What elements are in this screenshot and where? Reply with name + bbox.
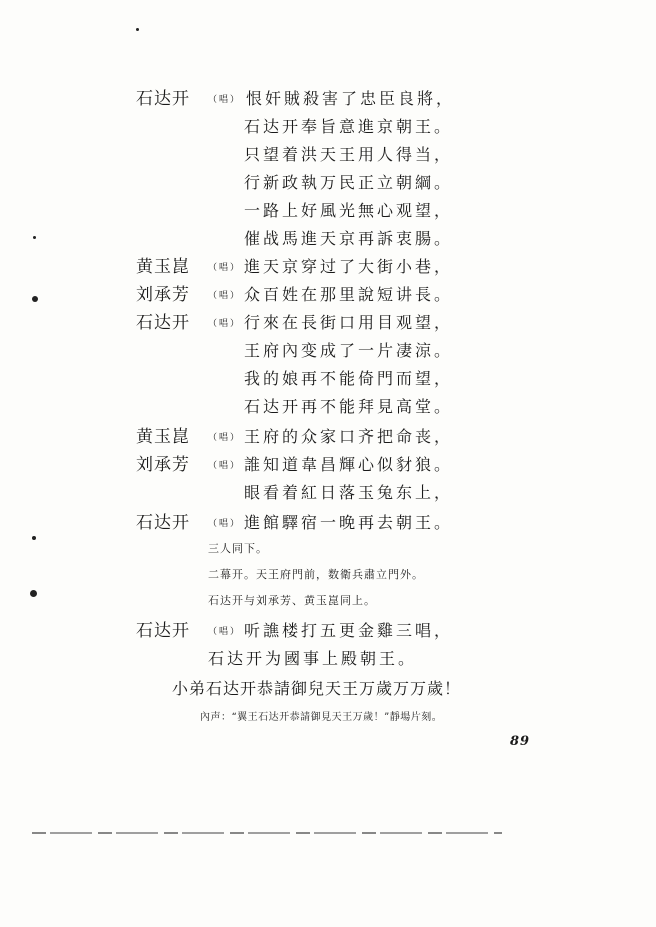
scan-dot-mark	[32, 536, 36, 540]
sing-tag: （唱）	[208, 627, 242, 637]
stage-direction: 二幕开。天王府門前，数衛兵肅立門外。	[208, 568, 424, 581]
verse-line: 王府的众家口齐把命丧，	[244, 427, 454, 446]
inner-voice: 內声：“翼王石达开恭請御見天王万歲！”靜場片刻。	[200, 712, 443, 723]
speaker-name: 石达开	[136, 513, 190, 533]
verse-line: 進館驛宿一晚再去朝王。	[244, 513, 454, 532]
verse-line: 我的娘再不能倚門而望，	[244, 369, 454, 388]
speaker-name: 刘承芳	[136, 285, 190, 305]
verse-line: 石达开再不能拜見高堂。	[244, 397, 454, 416]
bottom-rule	[32, 832, 502, 834]
verse-line: 恨奸賊殺害了忠臣良將，	[246, 89, 456, 108]
shout-line: 小弟石达开恭請御兒天王万歲万万歲！	[172, 679, 462, 698]
speaker-name: 黄玉崑	[136, 427, 190, 447]
speaker-name: 石达开	[136, 89, 190, 109]
verse-line: 行來在長街口用目观望，	[244, 313, 454, 332]
sing-tag: （唱）	[208, 263, 242, 273]
verse-line: 行新政執万民正立朝綱。	[244, 173, 454, 192]
verse-line: 誰知道韋昌輝心似豺狼。	[244, 455, 454, 474]
speaker-name: 石达开	[136, 313, 190, 333]
verse-line: 催战馬進天京再訴衷腸。	[244, 229, 454, 248]
speaker-name: 黄玉崑	[136, 257, 190, 277]
verse-line: 王府內变成了一片凄涼。	[244, 341, 454, 360]
verse-line: 众百姓在那里說短讲長。	[244, 285, 454, 304]
verse-line: 一路上好風光無心观望，	[244, 201, 454, 220]
verse-line: 眼看着紅日落玉兔东上，	[244, 483, 454, 502]
scan-dot-mark	[136, 28, 139, 31]
scan-dot-mark	[30, 590, 37, 597]
verse-line: 石达开奉旨意進京朝王。	[244, 117, 454, 136]
page-number: 89	[510, 734, 531, 749]
sing-tag: （唱）	[208, 319, 242, 329]
verse-line: 進天京穿过了大街小巷，	[244, 257, 454, 276]
verse-line: 听譙楼打五更金雞三唱，	[244, 621, 454, 640]
scan-dot-mark	[33, 236, 36, 239]
scan-dot-mark	[32, 296, 38, 302]
sing-tag: （唱）	[208, 95, 242, 105]
stage-direction: 三人同下。	[208, 542, 268, 555]
sing-tag: （唱）	[208, 519, 242, 529]
sing-tag: （唱）	[208, 433, 242, 443]
sing-tag: （唱）	[208, 291, 242, 301]
verse-line: 石达开为國事上殿朝王。	[208, 649, 418, 668]
speaker-name: 石达开	[136, 621, 190, 641]
sing-tag: （唱）	[208, 461, 242, 471]
speaker-name: 刘承芳	[136, 455, 190, 475]
stage-direction: 石达开与刘承芳、黄玉崑同上。	[208, 594, 376, 607]
verse-line: 只望着洪天王用人得当，	[244, 145, 454, 164]
